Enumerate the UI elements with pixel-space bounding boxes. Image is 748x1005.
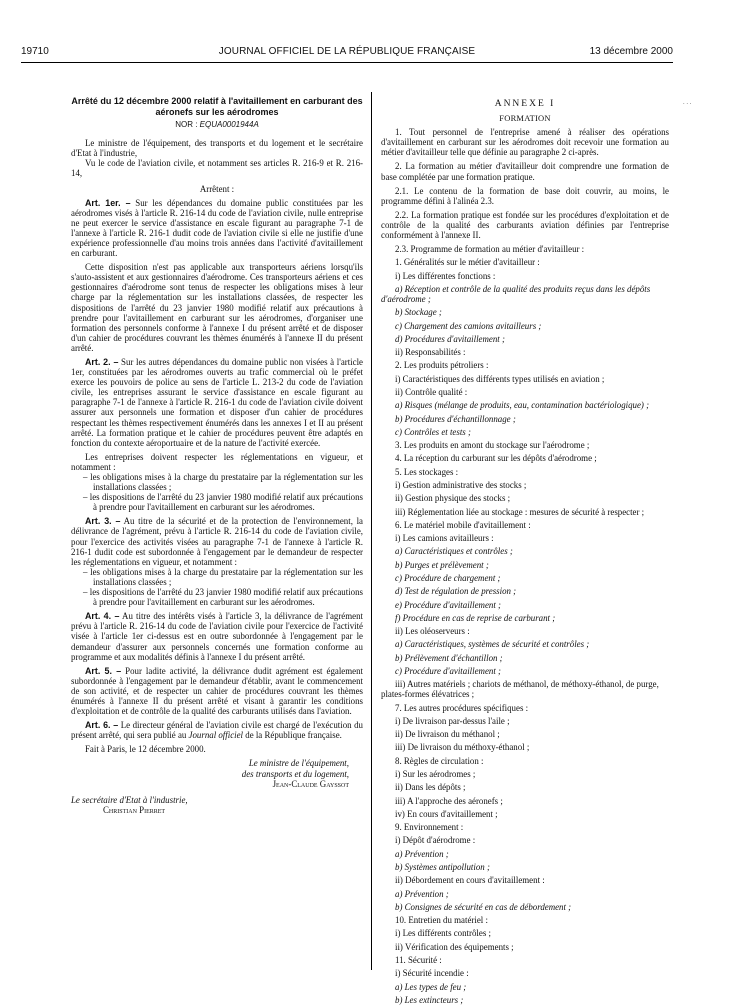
list-item: ii) Les oléoserveurs : [395,626,470,637]
list-item: b) Stockage ; [395,307,442,318]
list-item: b) Les extincteurs ; [395,994,464,1005]
signatory-name: Jean-Claude Gayssot [272,778,349,789]
issue-date: 13 décembre 2000 [589,46,673,57]
article-2-list [71,472,363,512]
arretent: Arrêtent : [199,184,235,195]
list-item: iv) En cours d'avitaillement ; [395,808,498,819]
list-item: i) Sécurité incendie : [395,968,469,979]
column-divider [371,92,372,970]
running-header [21,46,673,60]
list-item: 3. Les produits en amont du stockage sur l'aérodrome ; [395,440,590,451]
signatory-name: Christian Pierret [103,804,166,815]
annex-paragraph: 2. La formation au métier d'avitailleur doit comprendre une formation de base complétée par une formation pratique. [381,161,669,182]
list-item: iii) A l'approche des aéronefs ; [395,795,503,806]
journal-title: JOURNAL OFFICIEL DE LA RÉPUBLIQUE FRANÇAISE [218,46,476,57]
list-item: b) Consignes de sécurité en cas de débordement ; [395,901,572,912]
signature-minister: Le ministre de l'équipement, des transports et du logement, Jean-Claude Gayssot [71,758,363,788]
list-item: c) Chargement des camions avitailleurs ; [395,320,542,331]
list-item: ii) Vérification des équipements ; [395,941,514,952]
list-item: a) Caractéristiques, systèmes de sécurité et contrôles ; [395,639,590,650]
article-3: Art. 3. – Au titre de la sécurité et de la protection de l'environnement, la délivrance de l'agrément, prévu à l'article R. 216-14 du code de l'aviation civile, pour l'exercice des activités visées au paragraphe 7-1 de l'annexe à l'article R. 216-1 dudit code est subordonnée à l'engagement par le demandeur de respecter les réglementations en vigueur, et notamment : [71,516,363,567]
list-item: d) Test de régulation de pression ; [395,586,517,597]
intro-vu: Vu le code de l'aviation civile, et notamment ses articles R. 216-9 et R. 216-14, [71,158,363,179]
done-at: Fait à Paris, le 12 décembre 2000. [85,744,206,755]
list-item: c) Procédure d'avitaillement ; [395,665,501,676]
list-item: ii) Dans les dépôts ; [395,782,466,793]
article-1: Art. 1er. – Sur les dépendances du domaine public constituées par les aérodromes visés à l'article R. 216-14 du code de l'aviation civile, nulle entreprise ne peut exercer le service d'assistance en escale figurant au paragraphe 7-1 de l'annexe à l'article R. 216-1 dudit code de l'aviation civile si elle ne justifie d'une expérience professionnelle d'au moins trois années dans l'activité d'avitaillement en carburant. [71,197,363,259]
article-3-list [71,567,363,607]
annex-title: ANNEXE I [494,99,556,109]
list-item: iii) Autres matériels ; chariots de méthanol, de méthoxy-éthanol, de purge, plates-formes élévatrices ; [381,679,659,700]
decree-title: Arrêté du 12 décembre 2000 relatif à l'avitaillement en carburant des aéronefs sur les aérodromes [71,96,363,117]
list-item: i) Les camions avitailleurs : [395,533,494,544]
annex-paragraph: 2.3. Programme de formation au métier d'avitailleur : [395,244,585,255]
intro-ministers: Le ministre de l'équipement, des transports et du logement et le secrétaire d'Etat à l'industrie, [71,138,363,159]
list-item: – les obligations mises à la charge du prestataire par la réglementation sur les installations classées ; [83,566,363,587]
page-number: 19710 [21,46,49,57]
list-item: i) Dépôt d'aérodrome : [395,835,476,846]
list-item: i) Sur les aérodromes ; [395,769,476,779]
list-item: b) Systèmes antipollution ; [395,861,490,872]
list-item: b) Purges et prélèvement ; [395,559,489,570]
list-item: i) Caractéristiques des différents types utilisés en aviation ; [395,373,605,384]
nor-reference: NOR : EQUA0001944A [175,120,259,129]
list-item: i) Les différents contrôles ; [395,928,491,939]
right-column [381,96,669,1005]
left-column [71,96,363,815]
header-rule [21,62,673,63]
list-item: ii) De livraison du méthanol ; [395,729,500,740]
list-item: 11. Sécurité : [395,954,442,965]
article-1-paragraph-2: Cette disposition n'est pas applicable aux transporteurs aériens lorsqu'ils s'auto-assistent et aux gestionnaires d'aérodrome. Ces transporteurs aériens et ces gestionnaires d'aérodrome sont tenus de respecter les obligations mises à leur charge par la réglementation sur les installations classées, de respecter les dispositions de l'arrêté du 23 janvier 1980 modifié relatif aux précautions à prendre pour l'avitaillement en carburant sur les aérodromes, d'organiser une formation des personnels conforme à l'annexe I du présent arrêté et de disposer d'un cahier de procédures couvrant les thèmes énumérés à l'annexe II du présent arrêté. [71,262,363,353]
list-item: a) Caractéristiques et contrôles ; [395,546,513,557]
list-item: i) Les différentes fonctions : [395,270,496,281]
list-item: 1. Généralités sur le métier d'avitailleur : [395,257,540,268]
article-4: Art. 4. – Au titre des intérêts visés à l'article 3, la délivrance de l'agrément prévu à l'article R. 216-14 du code de l'aviation civile pour l'exercice de l'activité visée à l'article 1er ci-dessus est en outre subordonnée à l'engagement par le demandeur d'assurer aux personnels concernés une formation conforme au programme et aux modalités définis à l'annexe I du présent arrêté. [71,611,363,662]
list-item: i) De livraison par-dessus l'aile ; [395,715,510,726]
annex-paragraph: 1. Tout personnel de l'entreprise amené à réaliser des opérations d'avitaillement en carburant sur les aérodromes doit recevoir une formation au métier d'avitailleur telle que définie au paragraphe 2 ci-après. [381,127,669,158]
list-item: 8. Règles de circulation : [395,755,484,766]
list-item: c) Procédure de chargement ; [395,572,501,583]
list-item: – les dispositions de l'arrêté du 23 janvier 1980 modifié relatif aux précautions à prendre pour l'avitaillement en carburant sur les aérodromes. [83,492,363,513]
list-item: – les dispositions de l'arrêté du 23 janvier 1980 modifié relatif aux précautions à prendre pour l'avitaillement en carburant sur les aérodromes. [83,587,363,608]
article-5: Art. 5. – Pour ladite activité, la délivrance dudit agrément est également subordonnée à l'engagement par le demandeur d'établir, avant le commencement de son activité, et de respecter un cahier de procédures couvrant les thèmes énumérés à l'annexe II du présent arrêté et visant à garantir les conditions d'exploitation et de contrôle de la qualité des carburants utilisés dans l'aviation. [71,665,363,717]
list-item: c) Contrôles et tests ; [395,426,471,437]
list-item: iii) Réglementation liée au stockage : mesures de sécurité à respecter ; [395,506,645,517]
list-item: ii) Débordement en cours d'avitaillement : [395,875,545,886]
list-item: ii) Responsabilités : [395,347,466,358]
list-item: 10. Entretien du matériel : [395,915,488,926]
list-item: a) Prévention ; [395,888,449,899]
list-item: ii) Gestion physique des stocks ; [395,493,511,504]
list-item: a) Risques (mélange de produits, eau, contamination bactériologique) ; [395,400,650,411]
annex-subtitle: FORMATION [499,113,551,124]
article-6: Art. 6. – Le directeur général de l'aviation civile est chargé de l'exécution du présent arrêté, qui sera publié au Journal officiel de la République française. [71,720,363,741]
list-item: i) Gestion administrative des stocks ; [395,480,527,490]
list-item: 2. Les produits pétroliers : [395,360,489,371]
list-item: a) Réception et contrôle de la qualité des produits reçus dans les dépôts d'aérodrome ; [381,283,651,305]
list-item: 9. Environnement : [395,822,464,833]
list-item: f) Procédure en cas de reprise de carburant ; [395,612,556,623]
list-item: iii) De livraison du méthoxy-éthanol ; [395,742,530,753]
list-item: a) Les types de feu ; [395,981,467,992]
article-2-paragraph-2: Les entreprises doivent respecter les réglementations en vigueur, et notamment : [71,451,363,472]
list-item: a) Prévention ; [395,848,449,859]
list-item: b) Prélèvement d'échantillon ; [395,652,503,663]
training-program-list [381,257,669,1004]
list-item: e) Procédure d'avitaillement ; [395,599,501,610]
stray-mark: . . . [683,100,692,106]
list-item: ii) Contrôle qualité : [395,387,468,398]
list-item: 4. La réception du carburant sur les dépôts d'aérodrome ; [395,453,597,464]
article-2: Art. 2. – Sur les autres dépendances du domaine public non visées à l'article 1er, constituées par les aérodromes ouverts au trafic commercial où le préfet exerce les pouvoirs de police au sens de l'article L. 213-2 du code de l'aviation civile, les entreprises assurant le service d'assistance en escale figurant au paragraphe 7-1 de l'annexe à l'article R. 216-1 du code de l'aviation civile doivent assurer aux personnels une formation et disposer d'un cahier de procédures respectant les thèmes respectivement énumérés dans les annexes I et II au présent arrêté. La formation pratique et le cahier de procédures peuvent être adaptés en fonction du contexte aéroportuaire et de la nature de l'activité exercée. [71,356,363,448]
list-item: 5. Les stockages : [395,466,459,477]
list-item: – les obligations mises à la charge du prestataire par la réglementation sur les installations classées ; [83,472,363,493]
list-item: 7. Les autres procédures spécifiques : [395,702,529,713]
list-item: b) Procédures d'échantillonnage ; [395,413,516,424]
list-item: d) Procédures d'avitaillement ; [395,333,505,344]
signature-secretary: Le secrétaire d'Etat à l'industrie, Christian Pierret [71,795,363,815]
list-item: 6. Le matériel mobile d'avitaillement : [395,519,531,530]
annex-paragraph: 2.1. Le contenu de la formation de base doit couvrir, au moins, le programme défini à l'alinéa 2.3. [381,185,669,206]
annex-paragraph: 2.2. La formation pratique est fondée sur les procédures d'exploitation et de contrôle de la qualité des carburants aviation définies par l'entreprise conformément à l'annexe II. [381,209,669,241]
